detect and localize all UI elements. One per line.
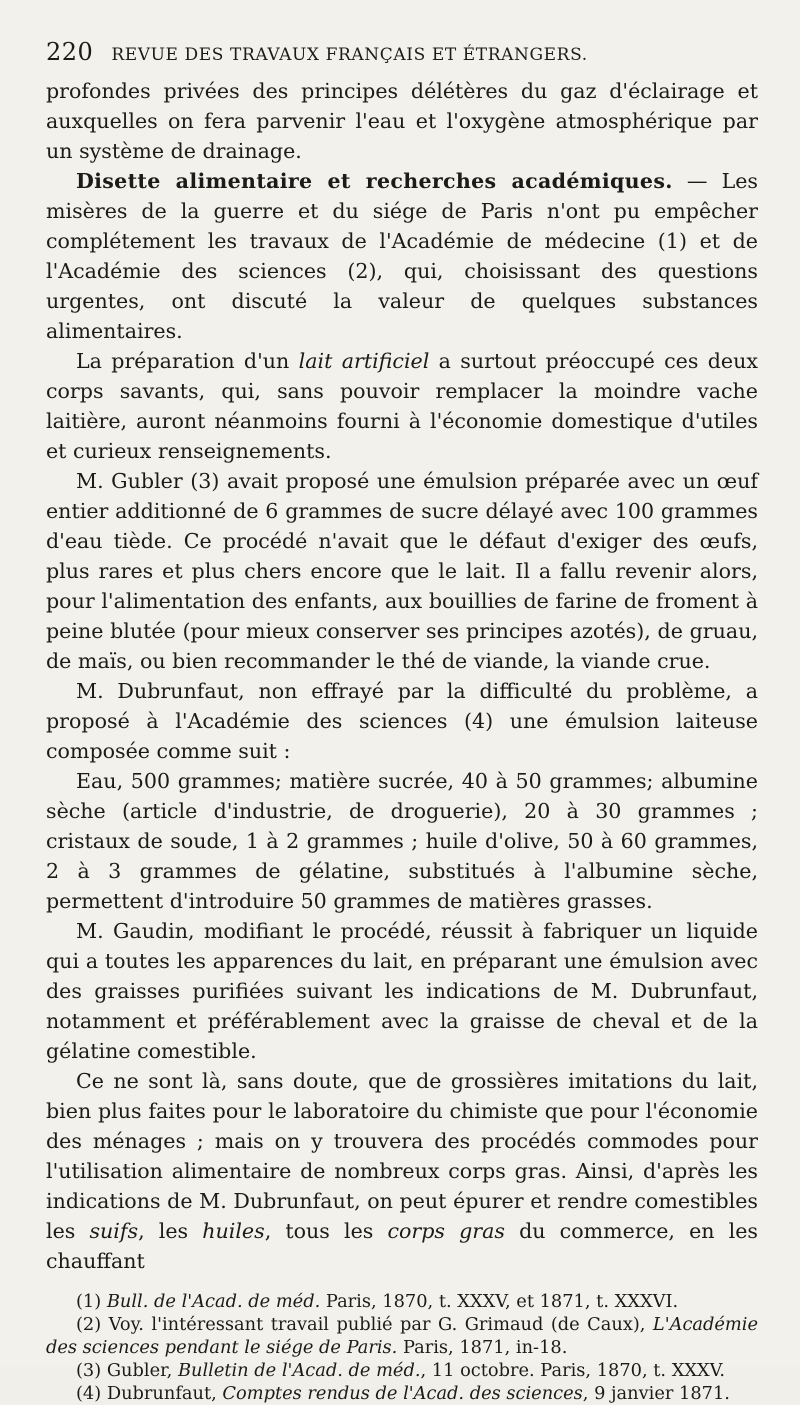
footnote-citation: Bulletin de l'Acad. de méd. [177, 1360, 421, 1381]
footnote-3 [46, 1359, 758, 1382]
paragraph-lait-artificiel [46, 346, 758, 466]
footnote-4 [46, 1382, 758, 1405]
paragraph-continuation: profondes privées des principes délétères du gaz d'éclairage et auxquelles on fera parvenir l'eau et l'oxygène atmosphérique par un système de drainage. [46, 79, 758, 163]
paragraph-disette [46, 166, 758, 346]
footnote-citation: L'Académie des sciences pendant le siége de Paris. [46, 1314, 758, 1358]
footnote-text: Paris, 1871, in-18. [397, 1337, 568, 1358]
paragraph-text: , les [138, 1219, 203, 1243]
body-text [46, 76, 758, 1276]
paragraph-text: a surtout préoccupé ces deux corps savants, qui, sans pouvoir remplacer la moindre vache laitière, auront néanmoins fourni à l'économie domestique d'utiles et curieux renseignements. [46, 349, 758, 463]
footnote-1 [46, 1290, 758, 1313]
paragraph-text: Ce ne sont là, sans doute, que de grossières imitations du lait, bien plus faites pour le laboratoire du chimiste que pour l'économie des ménages ; mais on y trouvera des procédés commodes pour l'utilisation alimentaire de nombreux corps gras. Ainsi, d'après les indications de M. Dubrunfaut, on peut épurer et rendre comestibles les [46, 1069, 758, 1243]
footnote-number: (1) [76, 1291, 107, 1312]
footnote-text: (4) Dubrunfaut, [76, 1383, 223, 1404]
emphasis-suifs: suifs [89, 1219, 139, 1243]
emphasis-huiles: huiles [202, 1219, 265, 1243]
paragraph-text: , tous les [264, 1219, 388, 1243]
footnote-text: Paris, 1870, t. XXXV, et 1871, t. XXXVI. [320, 1291, 679, 1312]
footnote-2 [46, 1313, 758, 1359]
paragraph-gaudin: M. Gaudin, modifiant le procédé, réussit à fabriquer un liquide qui a toutes les apparences du lait, en préparant une émulsion avec des graisses purifiées suivant les indications de M. Dubrunfaut, notamment et préférablement avec la graisse de cheval et de la gélatine comestible. [46, 919, 758, 1063]
footnote-citation: Comptes rendus de l'Acad. des sciences [222, 1383, 583, 1404]
footnote-citation: Bull. de l'Acad. de méd. [106, 1291, 321, 1312]
paragraph-text: du commerce, en les chauffant [46, 1219, 758, 1273]
running-head: REVUE DES TRAVAUX FRANÇAIS ET ÉTRANGERS. [111, 45, 588, 65]
section-heading: Disette alimentaire et recherches académiques. [76, 169, 673, 193]
footnote-text: (2) Voy. l'intéressant travail publié par G. Grimaud (de Caux), [76, 1314, 653, 1335]
emphasis-corps-gras: corps gras [387, 1219, 505, 1243]
footnote-text: , 9 janvier 1871. [582, 1383, 730, 1404]
footnote-text: (3) Gubler, [76, 1360, 178, 1381]
paragraph-text: La préparation d'un [76, 349, 299, 373]
paragraph-imitations [46, 1066, 758, 1276]
page-header [46, 38, 758, 66]
paragraph-dubrunfaut: M. Dubrunfaut, non effrayé par la difficulté du problème, a proposé à l'Académie des sciences (4) une émulsion laiteuse composée comme suit : [46, 679, 758, 763]
footnote-text: , 11 octobre. Paris, 1870, t. XXXV. [420, 1360, 726, 1381]
paragraph-gubler: M. Gubler (3) avait proposé une émulsion préparée avec un œuf entier additionné de 6 grammes de sucre délayé avec 100 grammes d'eau tiède. Ce procédé n'avait que le défaut d'exiger des œufs, plus rares et plus chers encore que le lait. Il a fallu revenir alors, pour l'alimentation des enfants, aux bouillies de farine de froment à peine blutée (pour mieux conserver ses principes azotés), de gruau, de maïs, ou bien recommander le thé de viande, la viande crue. [46, 469, 758, 673]
emphasis-lait-artificiel: lait artificiel [298, 349, 430, 373]
page-number: 220 [46, 38, 94, 66]
footnotes [46, 1290, 758, 1405]
paragraph-text: — Les misères de la guerre et du siége de Paris n'ont pu empêcher complétement les travaux de l'Académie de médecine (1) et de l'Académie des sciences (2), qui, choisissant des questions urgentes, ont discuté la valeur de quelques substances alimentaires. [46, 169, 758, 343]
paragraph-recipe: Eau, 500 grammes; matière sucrée, 40 à 50 grammes; albumine sèche (article d'industrie, de droguerie), 20 à 30 grammes ; cristaux de soude, 1 à 2 grammes ; huile d'olive, 50 à 60 grammes, 2 à 3 grammes de gélatine, substitués à l'albumine sèche, permettent d'introduire 50 grammes de matières grasses. [46, 769, 758, 913]
